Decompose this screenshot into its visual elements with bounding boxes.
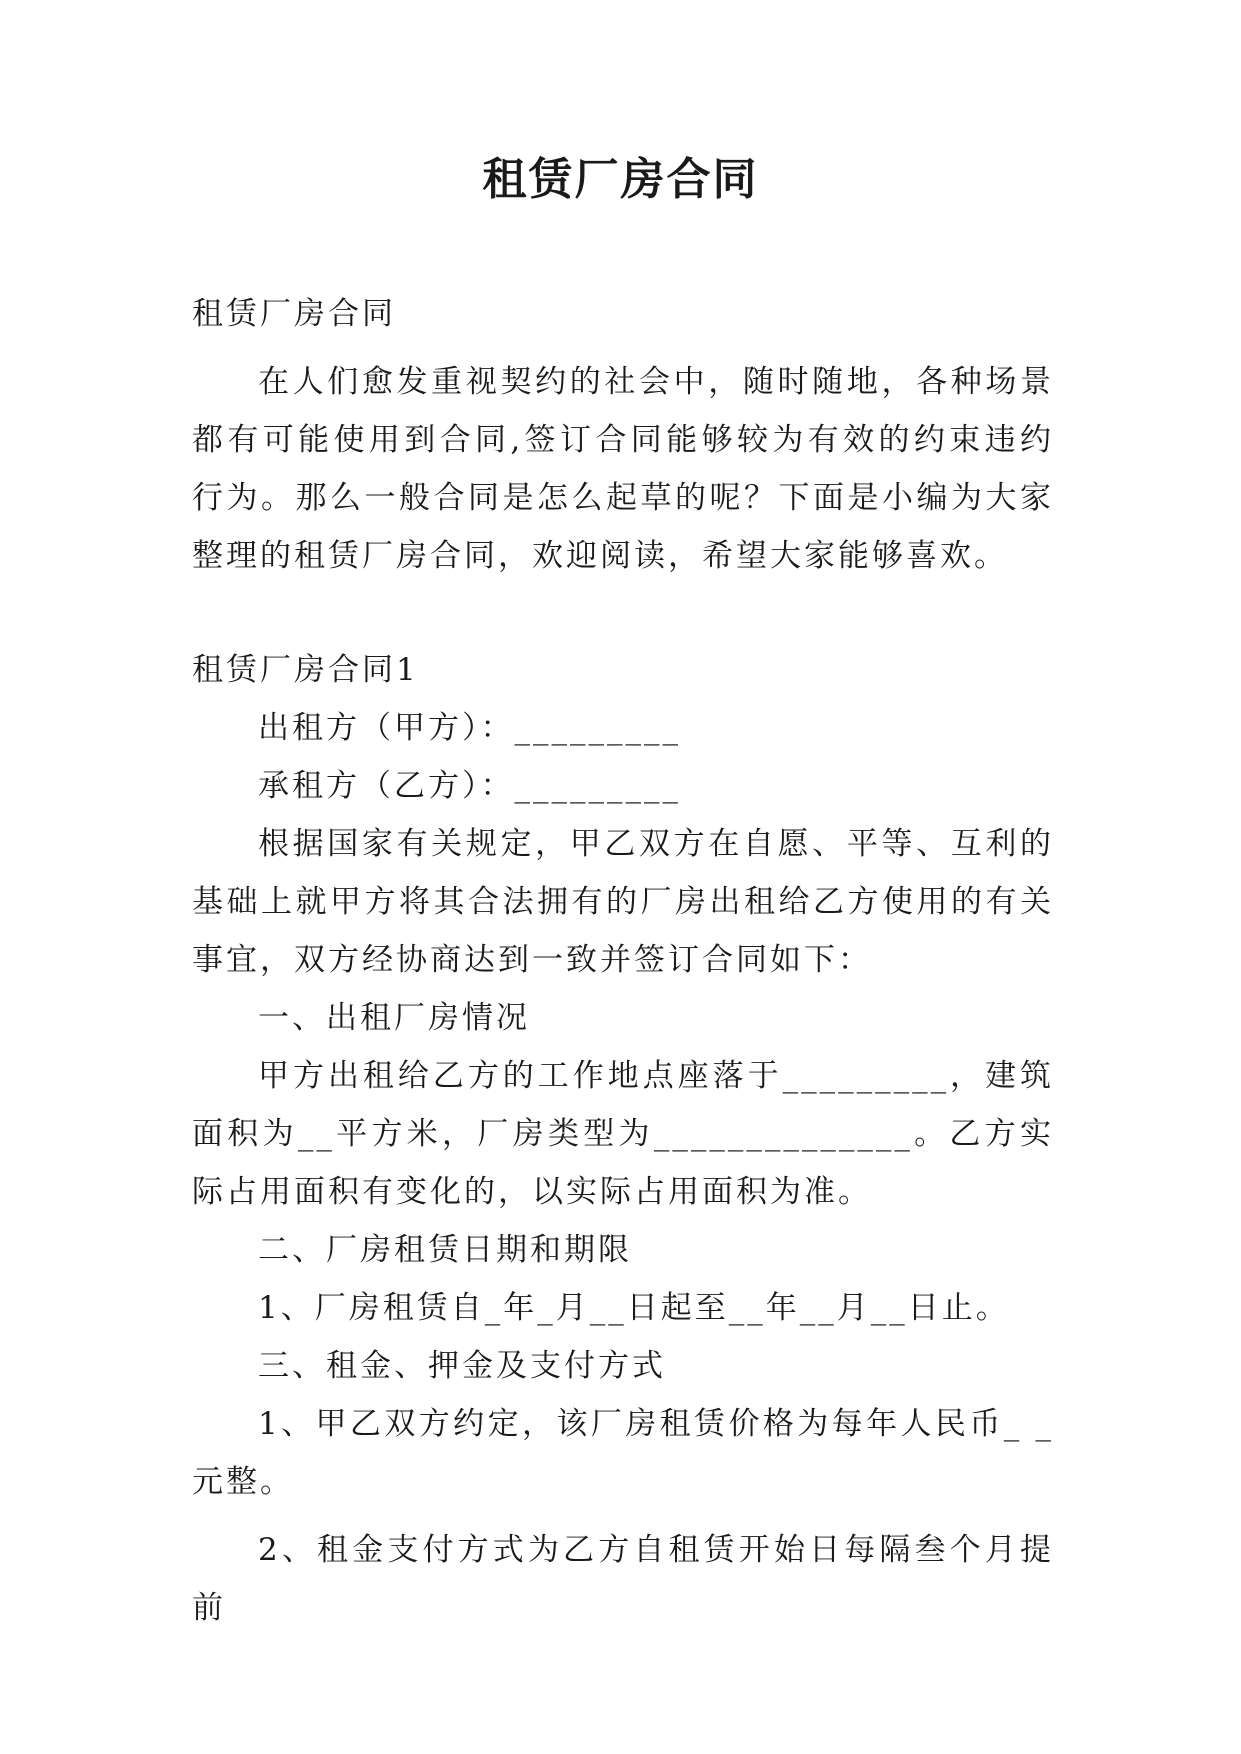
section-1-heading: 一、出租厂房情况: [258, 1000, 530, 1036]
document-body: [192, 285, 1054, 1637]
section-2-heading: 二、厂房租赁日期和期限: [258, 1232, 632, 1268]
preamble-paragraph: 根据国家有关规定，甲乙双方在自愿、平等、互利的基础上就甲方将其合法拥有的厂房出租给乙方使用的有关事宜，双方经协商达到一致并签订合同如下：: [192, 826, 1054, 978]
section-3-item-2: 2、租金支付方式为乙方自租赁开始日每隔叁个月提前: [192, 1532, 1054, 1626]
document-title: 租赁厂房合同: [482, 154, 759, 205]
section-2-item-1: 1、厂房租赁自_年_月__日起至__年__月__日止。: [258, 1290, 1010, 1326]
lessee-line: 承租方（乙方）：_________: [258, 768, 681, 804]
section-3-heading: 三、租金、押金及支付方式: [258, 1348, 666, 1384]
section-3-item-1: 1、甲乙双方约定，该厂房租赁价格为每年人民币_ _元整。: [192, 1406, 1054, 1500]
contract-1-heading: 租赁厂房合同1: [192, 652, 419, 688]
intro-paragraph: 在人们愈发重视契约的社会中，随时随地，各种场景都有可能使用到合同,签订合同能够较为有效的约束违约行为。那么一般合同是怎么起草的呢？下面是小编为大家整理的租赁厂房合同，欢迎阅读，希望大家能够喜欢。: [192, 364, 1054, 574]
section-1-text: 甲方出租给乙方的工作地点座落于_________，建筑面积为__平方米，厂房类型为______________。乙方实际占用面积有变化的，以实际占用面积为准。: [192, 1058, 1054, 1210]
lessor-line: 出租方（甲方）：_________: [258, 710, 681, 746]
intro-heading: 租赁厂房合同: [192, 296, 396, 332]
